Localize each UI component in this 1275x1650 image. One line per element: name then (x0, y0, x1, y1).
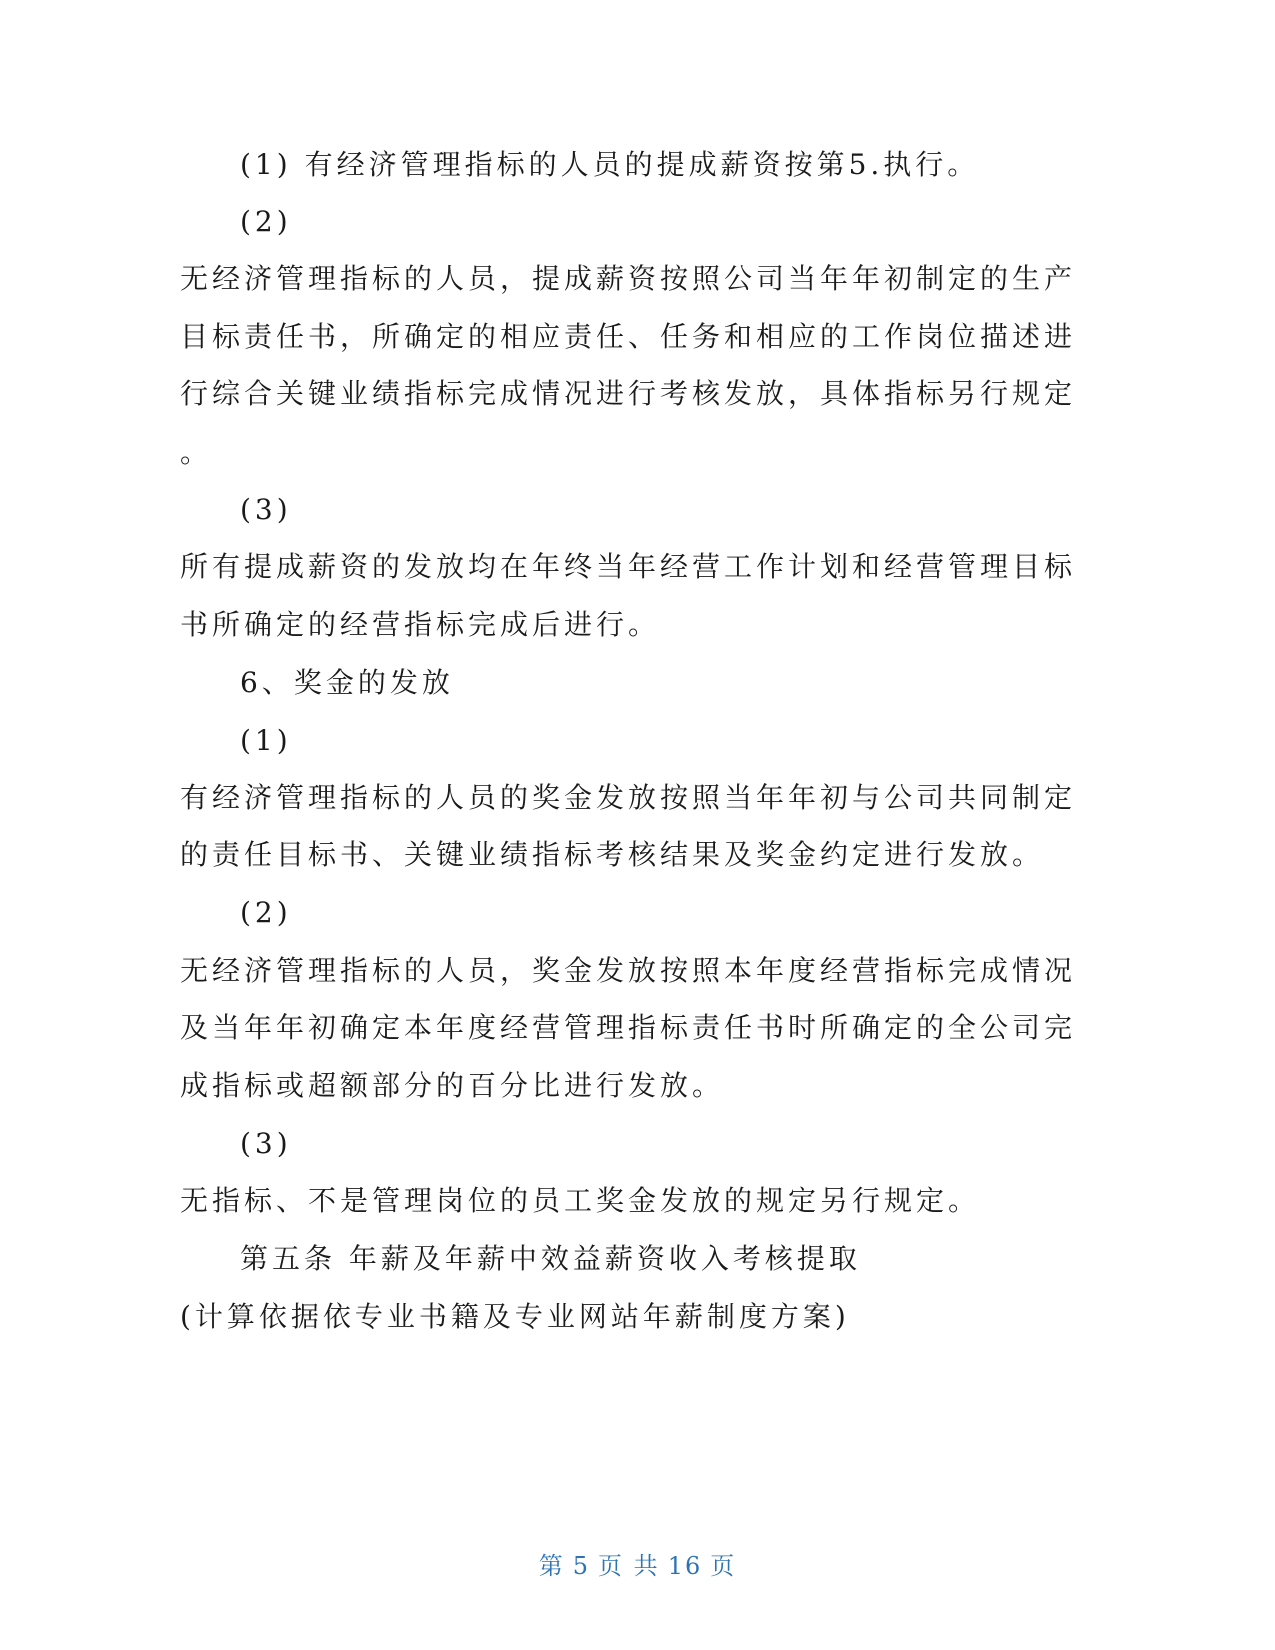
footer-suffix: 页 (710, 1552, 737, 1580)
total-pages-number: 16 (667, 1552, 703, 1580)
current-page-number: 5 (572, 1552, 591, 1580)
paragraph-line: 及当年年初确定本年度经营管理指标责任书时所确定的全公司完 (180, 1011, 1077, 1044)
paragraph-line: 行综合关键业绩指标完成情况进行考核发放，具体指标另行规定 (180, 377, 1077, 410)
paragraph-line: (1) 有经济管理指标的人员的提成薪资按第5.执行。 (240, 148, 980, 181)
page-footer (0, 1546, 1275, 1581)
paragraph-line: 成指标或超额部分的百分比进行发放。 (180, 1069, 725, 1102)
paragraph-line: (3) (240, 1127, 292, 1160)
paragraph-line: 书所确定的经营指标完成后进行。 (180, 608, 661, 641)
paragraph-line: 目标责任书，所确定的相应责任、任务和相应的工作岗位描述进 (180, 320, 1077, 353)
paragraph-line: (3) (240, 493, 292, 526)
paragraph-line: 无指标、不是管理岗位的员工奖金发放的规定另行规定。 (180, 1184, 981, 1217)
section-heading: 6、奖金的发放 (240, 666, 454, 699)
paragraph-line: 有经济管理指标的人员的奖金发放按照当年年初与公司共同制定 (180, 781, 1077, 814)
paragraph-line: (2) (240, 896, 292, 929)
article-heading: 第五条 年薪及年薪中效益薪资收入考核提取 (240, 1242, 861, 1275)
paragraph-line: 。 (180, 436, 213, 469)
paragraph-line: 所有提成薪资的发放均在年终当年经营工作计划和经营管理目标 (180, 550, 1077, 583)
paragraph-line: (1) (240, 724, 292, 757)
paragraph-line: (2) (240, 205, 292, 238)
footer-prefix: 第 (538, 1552, 565, 1580)
footer-middle: 页 共 (598, 1552, 660, 1580)
paragraph-line: 的责任目标书、关键业绩指标考核结果及奖金约定进行发放。 (180, 838, 1045, 871)
paragraph-line: 无经济管理指标的人员，奖金发放按照本年度经营指标完成情况 (180, 954, 1077, 987)
paragraph-line: (计算依据依专业书籍及专业网站年薪制度方案) (180, 1300, 850, 1333)
paragraph-line: 无经济管理指标的人员，提成薪资按照公司当年年初制定的生产 (180, 262, 1077, 295)
